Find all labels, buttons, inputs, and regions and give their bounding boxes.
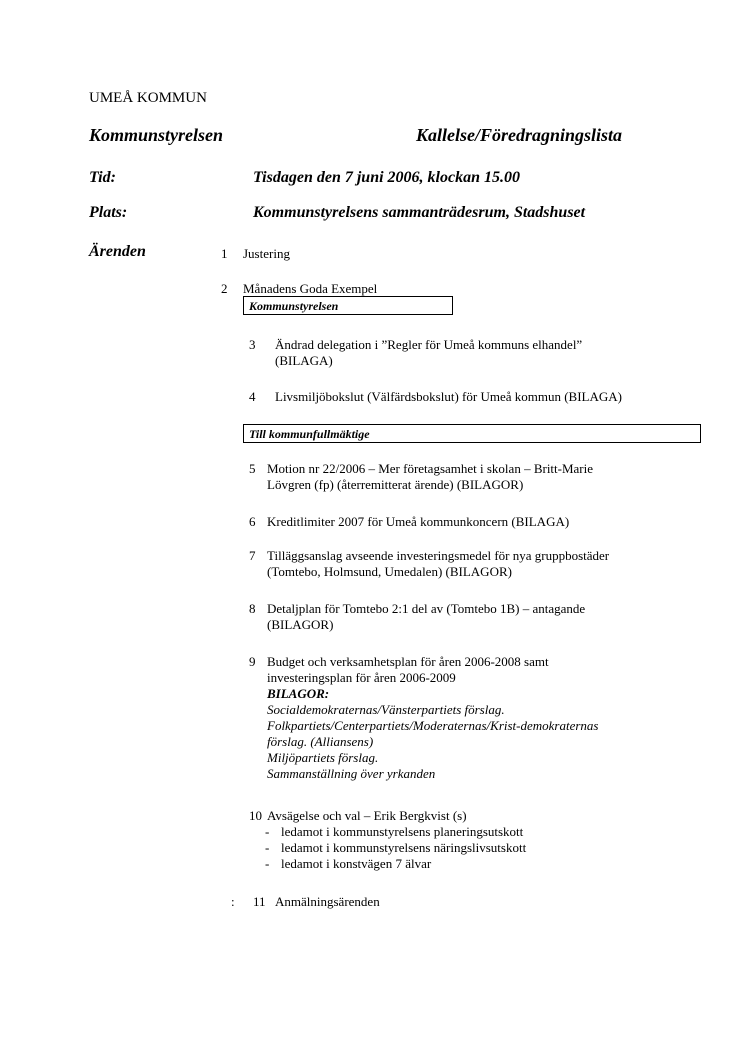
sub-item-text: ledamot i kommunstyrelsens näringslivsutskott <box>281 840 527 855</box>
attachment-item: Sammanställning över yrkanden <box>267 766 436 781</box>
attachment-item: Folkpartiets/Centerpartiets/Moderaternas/Krist-demokraternas <box>267 718 599 733</box>
dash-bullet: - <box>265 840 270 855</box>
agenda-item-7 <box>249 548 609 580</box>
item-number: 5 <box>249 461 256 476</box>
sub-item-text: ledamot i konstvägen 7 älvar <box>281 856 432 871</box>
item-number: 9 <box>249 654 256 669</box>
item-text-line2: investeringsplan för åren 2006-2009 <box>267 670 456 685</box>
time-value: Tisdagen den 7 juni 2006, klockan 15.00 <box>253 169 520 186</box>
item-number: 1 <box>221 246 228 261</box>
agenda-item-5 <box>249 461 593 493</box>
item-text-line1: Motion nr 22/2006 – Mer företagsamhet i skolan – Britt-Marie <box>267 461 594 476</box>
place-label: Plats: <box>89 204 128 221</box>
item-text-line2: (Tomtebo, Holmsund, Umedalen) (BILAGOR) <box>267 564 512 579</box>
item-number: 10 <box>249 808 262 823</box>
organization-name: UMEÅ KOMMUN <box>89 90 207 106</box>
item-text-line1: Detaljplan för Tomtebo 2:1 del av (Tomtebo 1B) – antagande <box>267 601 586 616</box>
sub-item <box>249 840 526 856</box>
section-till-kommunfullmaktige: Till kommunfullmäktige <box>243 424 701 443</box>
section-kommunstyrelsen: Kommunstyrelsen <box>243 296 453 315</box>
agenda-item-4 <box>249 389 622 405</box>
committee-title: Kommunstyrelsen <box>89 125 224 145</box>
item-marker: : <box>231 894 235 909</box>
agenda-item-8 <box>249 601 585 633</box>
item-number: 3 <box>249 337 256 352</box>
item-text: Livsmiljöbokslut (Välfärdsbokslut) för Umeå kommun (BILAGA) <box>275 389 622 404</box>
item-text-line2: (BILAGOR) <box>267 617 334 632</box>
attachment-item: förslag. (Alliansens) <box>267 734 374 749</box>
agenda-item-10 <box>249 808 526 872</box>
attachment-item: Miljöpartiets förslag. <box>267 750 379 765</box>
place-value: Kommunstyrelsens sammanträdesrum, Stadshuset <box>253 204 586 221</box>
item-number: 8 <box>249 601 256 616</box>
agenda-item-6 <box>249 514 569 530</box>
item-text: Anmälningsärenden <box>275 894 380 909</box>
item-number: 7 <box>249 548 256 563</box>
sub-item <box>249 824 526 840</box>
item-text: Avsägelse och val – Erik Bergkvist (s) <box>267 808 467 823</box>
item-text-line2: Lövgren (fp) (återremitterat ärende) (BILAGOR) <box>267 477 524 492</box>
agenda-item-1 <box>221 246 290 262</box>
attachments-block <box>249 686 598 782</box>
item-text-line1: Budget och verksamhetsplan för åren 2006-2008 samt <box>267 654 549 669</box>
item-number: 4 <box>249 389 256 404</box>
item-text-line2: (BILAGA) <box>275 353 333 368</box>
item-text-line1: Ändrad delegation i ”Regler för Umeå kommuns elhandel” <box>275 337 583 352</box>
item-number: 11 <box>253 894 266 909</box>
sub-item <box>249 856 526 872</box>
attachments-heading: BILAGOR: <box>267 686 330 701</box>
item-number: 6 <box>249 514 256 529</box>
item-text: Månadens Goda Exempel <box>243 281 378 296</box>
time-label: Tid: <box>89 169 116 186</box>
agenda-label: Ärenden <box>89 243 146 260</box>
document-type-title: Kallelse/Föredragningslista <box>416 125 623 145</box>
sub-item-text: ledamot i kommunstyrelsens planeringsutskott <box>281 824 524 839</box>
agenda-item-11 <box>231 894 380 910</box>
dash-bullet: - <box>265 824 270 839</box>
attachment-item: Socialdemokraternas/Vänsterpartiets förslag. <box>267 702 505 717</box>
agenda-item-2 <box>221 281 377 297</box>
agenda-item-3 <box>249 337 582 369</box>
item-text: Justering <box>243 246 290 261</box>
item-text-line1: Tilläggsanslag avseende investeringsmedel för nya gruppbostäder <box>267 548 610 563</box>
item-text: Kreditlimiter 2007 för Umeå kommunkoncern (BILAGA) <box>267 514 570 529</box>
agenda-item-9 <box>249 654 598 782</box>
dash-bullet: - <box>265 856 270 871</box>
item-number: 2 <box>221 281 228 296</box>
